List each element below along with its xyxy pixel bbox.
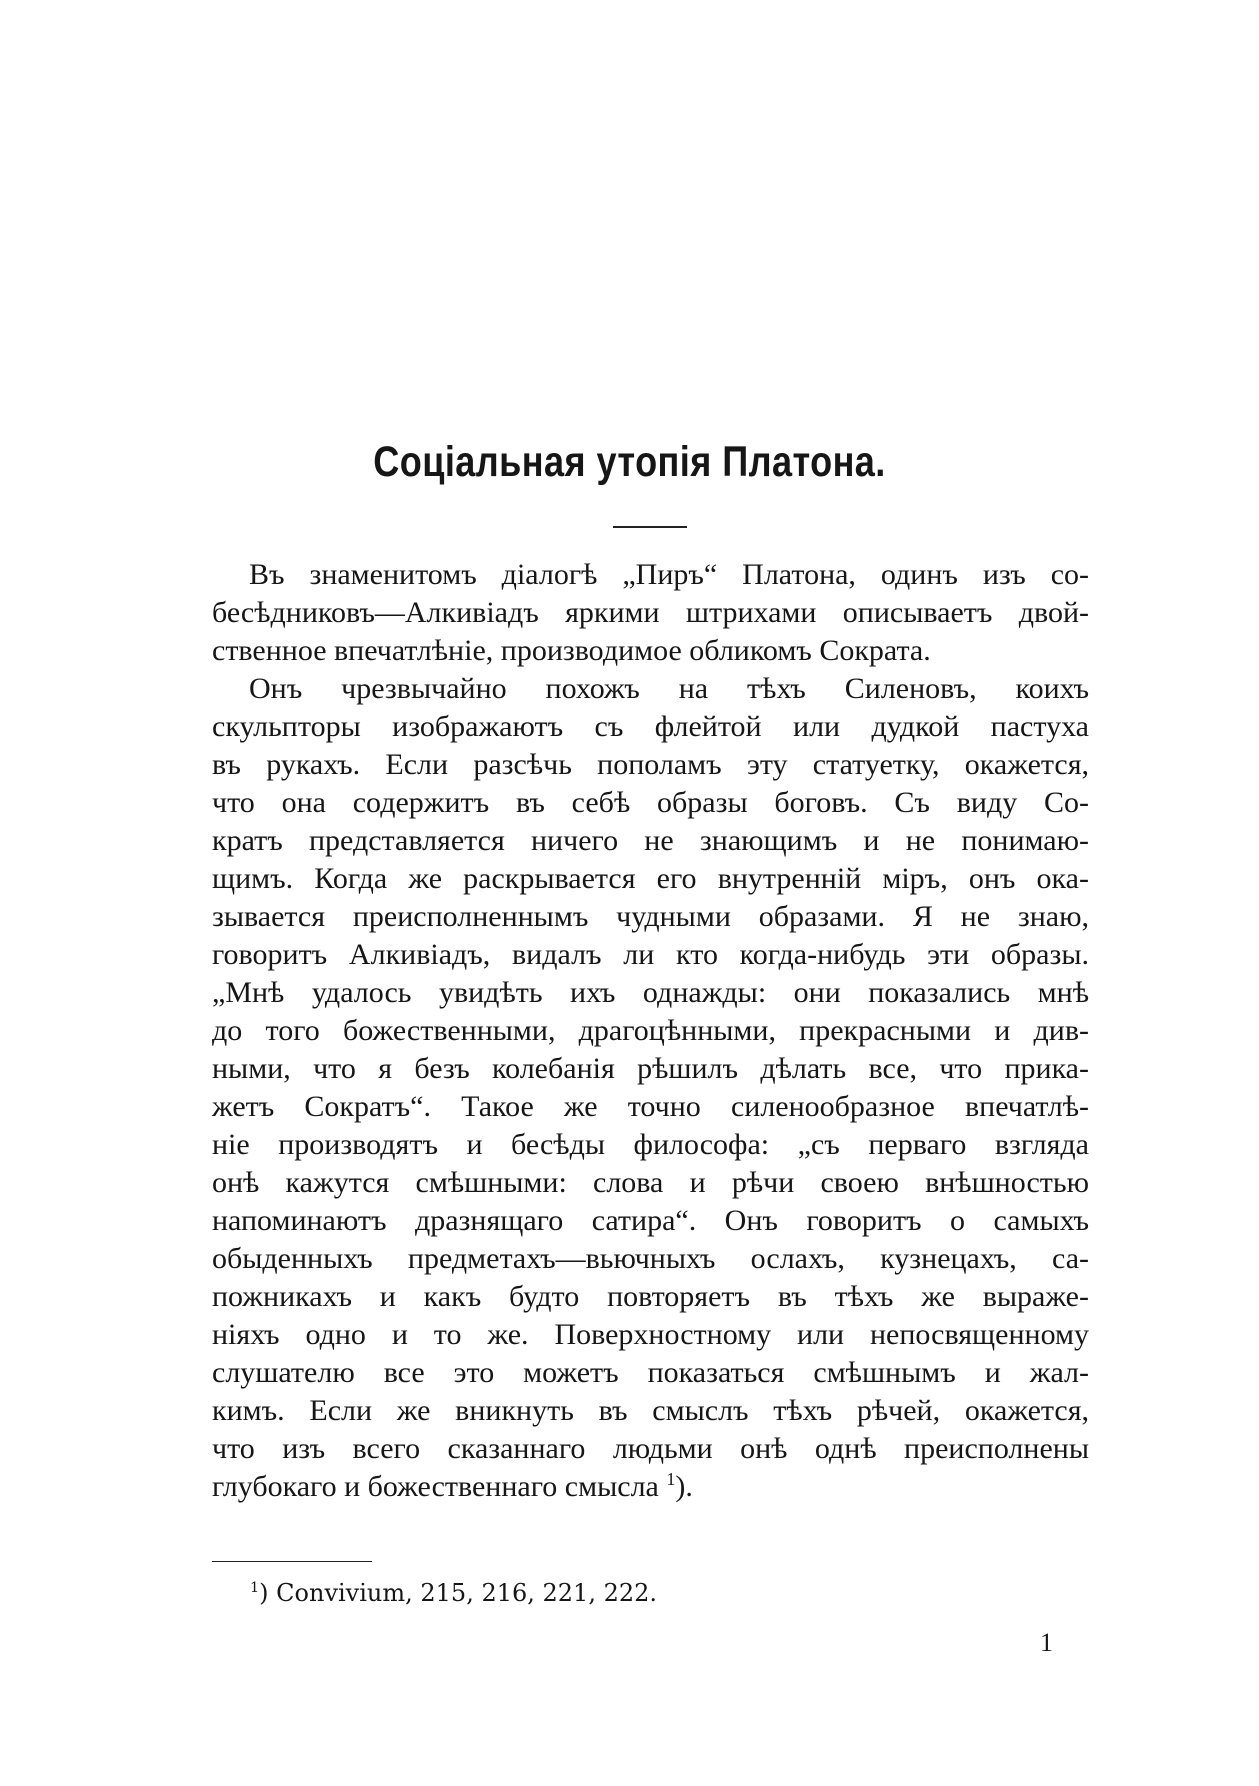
text-line-content: щимъ. Когда же раскрывается его внутренній міръ, онъ ока-: [212, 862, 1089, 895]
text-line-content: обыденныхъ предметахъ—вьючныхъ ослахъ, кузнецахъ, са-: [212, 1242, 1089, 1275]
title-divider: [613, 526, 687, 528]
text-line-content: зывается преисполненнымъ чудными образами. Я не знаю,: [212, 900, 1089, 933]
footnote-marker: 1: [250, 1580, 260, 1596]
text-line-content: кратъ представляется ничего не знающимъ и не понимаю-: [212, 824, 1089, 857]
text-line: [212, 822, 1089, 860]
text-line: [212, 1012, 1089, 1050]
text-line: [212, 784, 1089, 822]
text-line-content: кимъ. Если же вникнуть въ смыслъ тѣхъ рѣчей, окажется,: [212, 1394, 1089, 1427]
text-line-content: въ рукахъ. Если разсѣчь пополамъ эту статуетку, окажется,: [212, 748, 1089, 781]
text-line: [212, 860, 1089, 898]
text-line-content: ніе производятъ и бесѣды философа: „съ перваго взгляда: [212, 1128, 1089, 1161]
text-line: [212, 1316, 1089, 1354]
text-line-content: бесѣдниковъ—Алкивіадъ яркими штрихами описываетъ двой-: [212, 596, 1089, 629]
text-line: [212, 708, 1089, 746]
text-line: [212, 1278, 1089, 1316]
text-line-content: „Мнѣ удалось увидѣть ихъ однажды: они показались мнѣ: [212, 976, 1089, 1009]
footnote-reference: 1: [666, 1469, 676, 1489]
text-line: [212, 632, 1089, 670]
text-line: [212, 1430, 1089, 1468]
text-line-content: ніяхъ одно и то же. Поверхностному или непосвященному: [212, 1318, 1089, 1351]
footnote-text: Convivium, 215, 216, 221, 222.: [276, 1579, 658, 1607]
text-line: [212, 1126, 1089, 1164]
text-line: [212, 670, 1089, 708]
text-line-content: скульпторы изображаютъ съ флейтой или дудкой пастуха: [212, 710, 1089, 743]
text-line: [212, 556, 1089, 594]
text-line: [212, 936, 1089, 974]
text-line-content: глубокаго и божественнаго смысла: [212, 1470, 659, 1503]
body-text: [212, 556, 1089, 1506]
text-line-content: Онъ чрезвычайно похожъ на тѣхъ Силеновъ, коихъ: [249, 672, 1089, 705]
text-line-content: жетъ Сократъ“. Такое же точно силенообразное впечатлѣ-: [212, 1090, 1089, 1123]
text-line: [212, 594, 1089, 632]
page-number: 1: [1040, 1628, 1053, 1657]
text-line: [212, 1468, 1089, 1506]
page-title: Соціальная утопія Платона.: [373, 438, 886, 486]
footnote: [250, 1578, 657, 1608]
text-line-content: слушателю все это можетъ показаться смѣшнымъ и жал-: [212, 1356, 1089, 1389]
text-line-content: говоритъ Алкивіадъ, видалъ ли кто когда-нибудь эти образы.: [212, 938, 1089, 971]
text-line-content: что она содержитъ въ себѣ образы боговъ. Съ виду Со-: [212, 786, 1089, 819]
text-line-content: Въ знаменитомъ діалогѣ „Пиръ“ Платона, одинъ изъ со-: [249, 558, 1089, 591]
text-line-content: ными, что я безъ колебанія рѣшилъ дѣлать все, что прика-: [212, 1052, 1089, 1085]
text-line: [212, 1354, 1089, 1392]
text-line: [212, 746, 1089, 784]
text-line: [212, 1050, 1089, 1088]
text-line-content: онѣ кажутся смѣшными: слова и рѣчи своею внѣшностью: [212, 1166, 1089, 1199]
text-line: [212, 1164, 1089, 1202]
text-line-content: напоминаютъ дразнящаго сатира“. Онъ говоритъ о самыхъ: [212, 1204, 1089, 1237]
text-line-content: до того божественными, драгоцѣнными, прекрасными и див-: [212, 1014, 1089, 1047]
text-line: [212, 1392, 1089, 1430]
line-suffix: ).: [675, 1470, 693, 1503]
text-line-content: что изъ всего сказаннаго людьми онѣ однѣ преисполнены: [212, 1432, 1089, 1465]
text-line: [212, 974, 1089, 1012]
text-line: [212, 1240, 1089, 1278]
footnote-marker-suffix: ): [259, 1579, 269, 1607]
text-line-content: ственное впечатлѣніе, производимое обликомъ Сократа.: [212, 634, 931, 667]
text-line: [212, 1202, 1089, 1240]
text-line: [212, 898, 1089, 936]
footnote-divider: [212, 1561, 372, 1562]
text-line-content: пожникахъ и какъ будто повторяетъ въ тѣхъ же выраже-: [212, 1280, 1089, 1313]
text-line: [212, 1088, 1089, 1126]
